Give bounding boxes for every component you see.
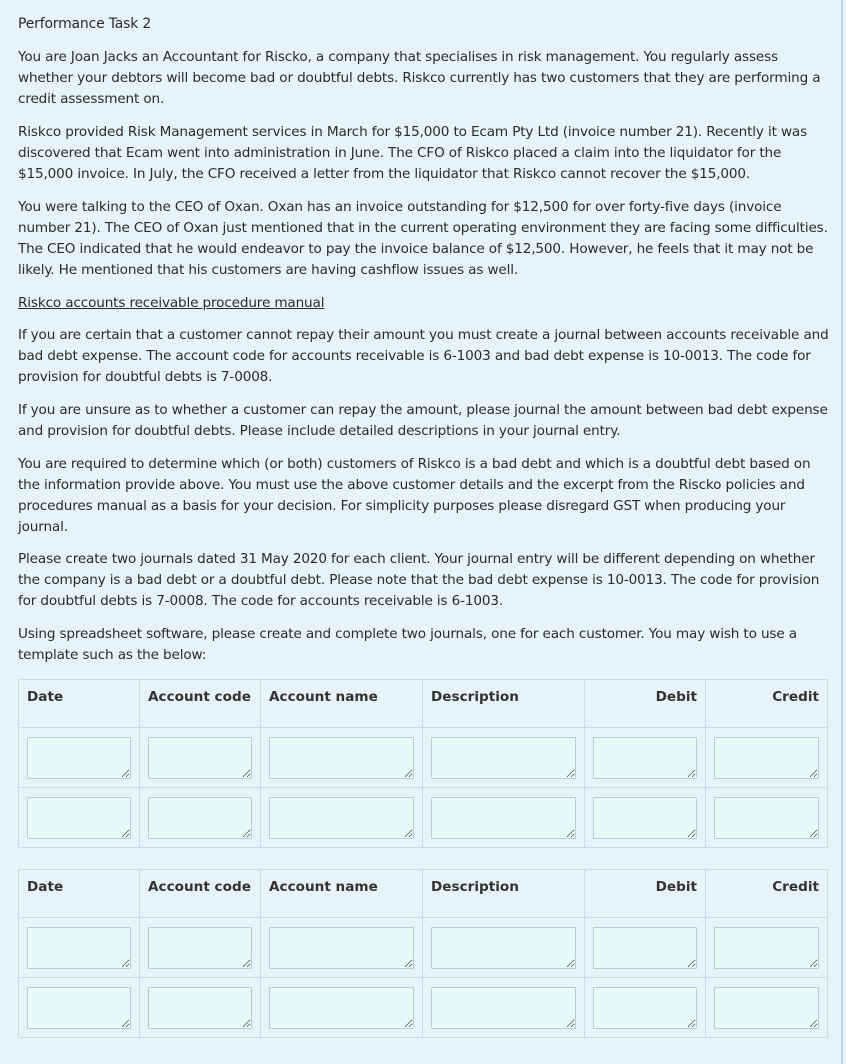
debit-header: Debit — [585, 870, 706, 918]
procedure-manual-link[interactable]: Riskco accounts receivable procedure manual — [18, 295, 325, 311]
table-header-row — [19, 680, 828, 728]
description-header: Description — [423, 870, 585, 918]
account-code-header: Account code — [140, 870, 261, 918]
debit-input[interactable] — [593, 797, 697, 839]
account-name-input[interactable] — [269, 737, 414, 779]
description-input[interactable] — [431, 797, 576, 839]
account-name-input[interactable] — [269, 927, 414, 969]
debit-input[interactable] — [593, 737, 697, 779]
account-code-input[interactable] — [148, 797, 252, 839]
ecam-paragraph: Riskco provided Risk Management services in March for $15,000 to Ecam Pty Ltd (invoice number 21). Recently it was discovered that Ecam went into administration in June. The CFO of Riskco placed a claim into the liquidator for the $15,000 invoice. In July, the CFO received a letter from the liquidator that Riskco cannot recover the $15,000. — [18, 124, 808, 182]
description-input[interactable] — [431, 927, 576, 969]
template-paragraph: Using spreadsheet software, please create and complete two journals, one for each customer. You may wish to use a template such as the below: — [18, 626, 797, 663]
certain-paragraph: If you are certain that a customer cannot repay their amount you must create a journal between accounts receivable and bad debt expense. The account code for accounts receivable is 6-1003 and bad debt expense is 10-0013. The code for provision for doubtful debts is 7-0008. — [18, 327, 829, 385]
procedure-manual-heading[interactable] — [18, 293, 830, 314]
debit-input[interactable] — [593, 987, 697, 1029]
table-row — [19, 788, 828, 848]
date-input[interactable] — [27, 797, 131, 839]
account-code-input[interactable] — [148, 737, 252, 779]
oxan-paragraph: You were talking to the CEO of Oxan. Oxan has an invoice outstanding for $12,500 for over forty-five days (invoice number 21). The CEO of Oxan just mentioned that in the current operating environment they are facing some difficulties. The CEO indicated that he would endeavor to pay the invoice balance of $12,500. However, he feels that it may not be likely. He mentioned that his customers are having cashflow issues as well. — [18, 199, 828, 278]
account-code-header: Account code — [140, 680, 261, 728]
account-name-header: Account name — [261, 680, 423, 728]
description-input[interactable] — [431, 987, 576, 1029]
account-code-input[interactable] — [148, 987, 252, 1029]
credit-input[interactable] — [714, 797, 819, 839]
account-name-input[interactable] — [269, 797, 414, 839]
credit-input[interactable] — [714, 737, 819, 779]
journal-date-paragraph: Please create two journals dated 31 May 2020 for each client. Your journal entry will be different depending on whether the company is a bad debt or a doubtful debt. Please note that the bad debt expense is 10-0013. The code for provision for doubtful debts is 7-0008. The code for accounts receivable is 6-1003. — [18, 551, 820, 609]
table-row — [19, 918, 828, 978]
debit-input[interactable] — [593, 927, 697, 969]
intro-paragraph: You are Joan Jacks an Accountant for Riscko, a company that specialises in risk management. You regularly assess whether your debtors will become bad or doubtful debts. Riskco currently has two customers that they are performing a credit assessment on. — [18, 49, 821, 107]
page-title: Performance Task 2 — [18, 16, 152, 32]
credit-input[interactable] — [714, 987, 819, 1029]
journal-table-1 — [18, 679, 828, 848]
credit-input[interactable] — [714, 927, 819, 969]
date-input[interactable] — [27, 927, 131, 969]
date-header: Date — [19, 870, 140, 918]
unsure-paragraph: If you are unsure as to whether a customer can repay the amount, please journal the amount between bad debt expense and provision for doubtful debts. Please include detailed descriptions in your journal entry. — [18, 402, 828, 439]
date-input[interactable] — [27, 987, 131, 1029]
date-header: Date — [19, 680, 140, 728]
date-input[interactable] — [27, 737, 131, 779]
debit-header: Debit — [585, 680, 706, 728]
journal-table-2 — [18, 869, 828, 1038]
credit-header: Credit — [706, 680, 828, 728]
description-header: Description — [423, 680, 585, 728]
description-input[interactable] — [431, 737, 576, 779]
table-header-row — [19, 870, 828, 918]
account-name-input[interactable] — [269, 987, 414, 1029]
credit-header: Credit — [706, 870, 828, 918]
requirement-paragraph: You are required to determine which (or both) customers of Riskco is a bad debt and which is a doubtful debt based on the information provide above. You must use the above customer details and the excerpt from the Riscko policies and procedures manual as a basis for your decision. For simplicity purposes please disregard GST when producing your journal. — [18, 456, 811, 535]
table-row — [19, 728, 828, 788]
table-row — [19, 978, 828, 1038]
account-name-header: Account name — [261, 870, 423, 918]
account-code-input[interactable] — [148, 927, 252, 969]
